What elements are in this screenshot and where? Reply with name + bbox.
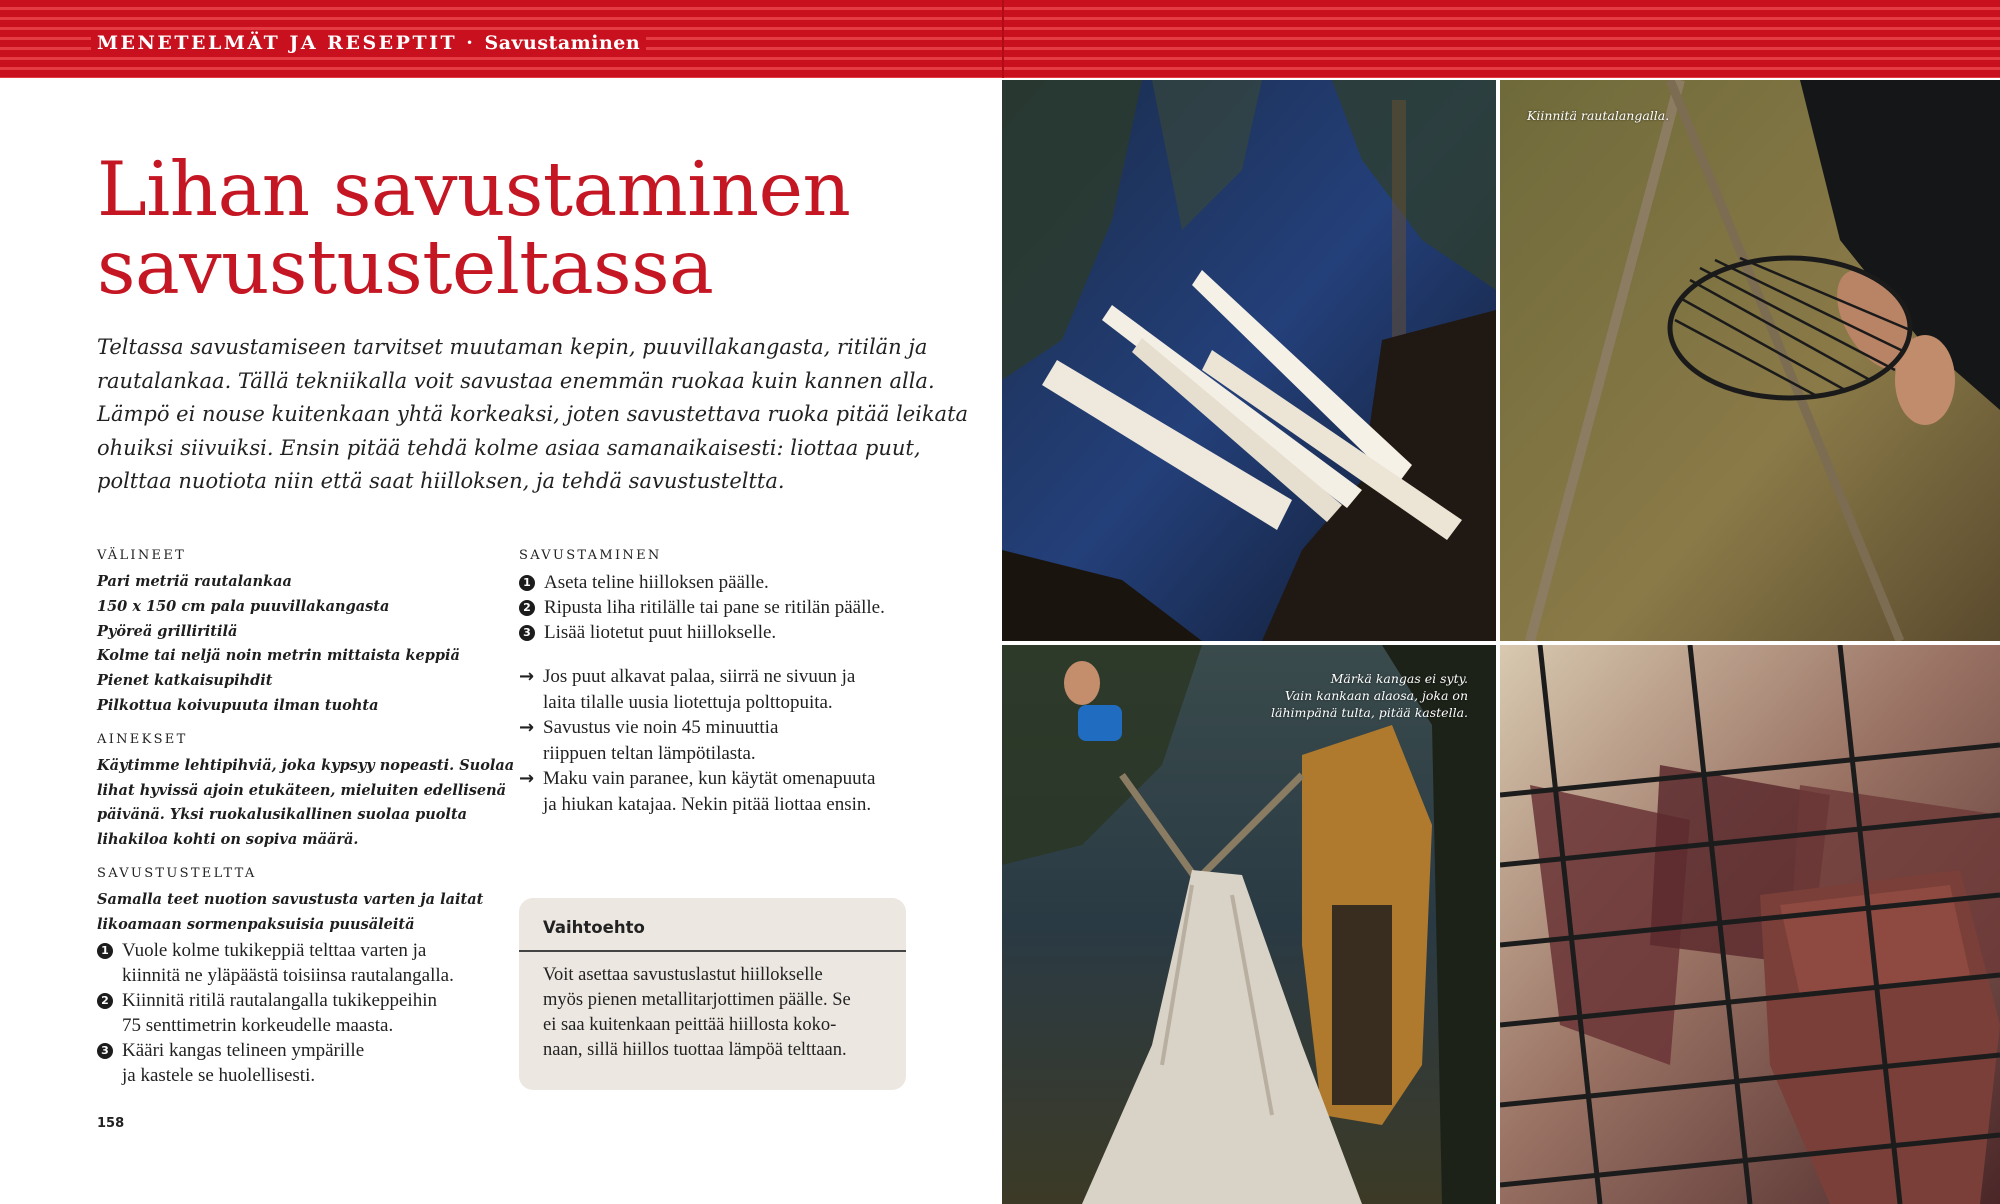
arrow-right-icon: → — [519, 717, 535, 738]
title-line: Lihan savustaminen — [97, 145, 851, 233]
left-column — [97, 548, 515, 1088]
vaihtoehto-line: naan, sillä hiillos tuottaa lämpöä telttaan. — [543, 1040, 847, 1060]
step-number-badge: 1 — [97, 943, 113, 959]
numbered-step — [97, 1038, 497, 1088]
intro-line: Teltassa savustamiseen tarvitset muutaman kepin, puuvillakangasta, ritilän ja — [97, 335, 928, 359]
step-line: Kiinnitä ritilä rautalangalla tukikeppeihin — [122, 989, 437, 1011]
numbered-step — [97, 988, 497, 1038]
ainekset-line: päivänä. Yksi ruokalusikallinen suolaa puolta — [97, 806, 468, 824]
savustaminen-heading: SAVUSTAMINEN — [519, 548, 662, 563]
list-item: Kolme tai neljä noin metrin mittaista keppiä — [97, 647, 460, 665]
numbered-step — [519, 620, 939, 645]
photo-caption — [1250, 670, 1468, 721]
step-line: kiinnitä ne yläpäästä toisiinsa rautalangalla. — [122, 964, 454, 986]
photo-wood-sticks-in-water — [1002, 80, 1496, 641]
tip-line: Maku vain paranee, kun käytät omenapuuta — [543, 768, 876, 789]
savustusteltta-intro-line: likoamaan sormenpaksuisia puusäleitä — [97, 915, 415, 933]
vaihtoehto-box — [519, 898, 906, 1090]
tip-item — [519, 664, 939, 715]
savustusteltta-heading: SAVUSTUSTELTTA — [97, 865, 257, 881]
ainekset-line: lihakiloa kohti on sopiva määrä. — [97, 831, 359, 849]
photo-wetting-cloth — [1002, 645, 1496, 1204]
tip-item — [519, 715, 939, 766]
vaihtoehto-text — [543, 963, 851, 1063]
photo-gutter-horizontal — [1002, 641, 2000, 645]
tip-line: Jos puut alkavat palaa, siirrä ne sivuun ja — [543, 666, 856, 687]
step-line: Ripusta liha ritilälle tai pane se ritilän päälle. — [544, 597, 885, 618]
step-line: Kääri kangas telineen ympärille — [122, 1039, 365, 1061]
vaihtoehto-line: Voit asettaa savustuslastut hiillokselle — [543, 965, 823, 985]
title-line: savustusteltassa — [97, 223, 714, 311]
list-item: Pari metriä rautalankaa — [97, 573, 292, 590]
tip-line: Savustus vie noin 45 minuuttia — [543, 717, 779, 738]
list-item: Pilkottua koivupuuta ilman tuohta — [97, 696, 379, 714]
tip-line: riippuen teltan lämpötilasta. — [543, 742, 756, 764]
list-item: Pienet katkaisupihdit — [97, 672, 273, 690]
ainekset-text — [97, 754, 515, 853]
caption-line: lähimpänä tulta, pitää kastella. — [1271, 705, 1468, 720]
spread-gutter — [1002, 0, 1004, 78]
numbered-step — [97, 938, 497, 988]
intro-line: ohuiksi siivuiksi. Ensin pitää tehdä kolme asiaa samanaikaisesti: liottaa puut, — [97, 435, 921, 460]
caption-line: Vain kankaan alaosa, joka on — [1284, 688, 1468, 703]
step-number-badge: 3 — [519, 625, 535, 641]
list-item: Pyöreä grilliritilä — [97, 622, 238, 640]
page-title — [97, 145, 897, 311]
photo-attaching-grill — [1500, 80, 2000, 641]
intro-line: polttaa nuotiota niin että saat hiilloksen, ja tehdä savustusteltta. — [97, 469, 785, 493]
step-line: Lisää liotetut puut hiillokselle. — [544, 622, 777, 643]
intro-paragraph — [97, 331, 969, 499]
list-item: 150 x 150 cm pala puuvillakangasta — [97, 597, 390, 615]
tip-line: ja hiukan katajaa. Nekin pitää liottaa ensin. — [543, 793, 872, 815]
step-number-badge: 3 — [97, 1043, 113, 1059]
vaihtoehto-line: myös pienen metallitarjottimen päälle. Se — [543, 990, 851, 1010]
arrow-right-icon: → — [519, 666, 535, 687]
vaihtoehto-line: ei saa kuitenkaan peittää hiillosta koko- — [543, 1015, 837, 1035]
page-number: 158 — [97, 1116, 125, 1131]
photo-caption: Kiinnitä rautalangalla. — [1527, 108, 1670, 123]
arrow-right-icon: → — [519, 768, 535, 789]
running-head-section: MENETELMÄT JA RESEPTIT — [97, 32, 458, 54]
photo-meat-on-grill — [1500, 645, 2000, 1204]
tip-line: laita tilalle uusia liotettuja polttopuita. — [543, 691, 833, 713]
running-head-separator: · — [457, 32, 485, 54]
numbered-step — [519, 570, 939, 595]
ainekset-line: Käytimme lehtipihviä, joka kypsyy nopeasti. Suolaa — [97, 756, 515, 774]
step-line: 75 senttimetrin korkeudelle maasta. — [122, 1014, 394, 1036]
right-column — [519, 548, 939, 817]
step-number-badge: 1 — [519, 575, 535, 591]
ainekset-heading: AINEKSET — [97, 731, 188, 747]
numbered-step — [519, 595, 939, 620]
step-line: Aseta teline hiilloksen päälle. — [544, 572, 769, 593]
tip-item — [519, 766, 939, 817]
intro-line: rautalankaa. Tällä tekniikalla voit savustaa enemmän ruokaa kuin kannen alla. — [97, 368, 935, 393]
valineet-list — [97, 570, 497, 719]
step-line: ja kastele se huolellisesti. — [122, 1064, 316, 1086]
vaihtoehto-title: Vaihtoehto — [543, 918, 645, 937]
running-head — [91, 30, 646, 56]
caption-line: Märkä kangas ei syty. — [1330, 671, 1468, 686]
savustusteltta-intro-line: Samalla teet nuotion savustusta varten ja laitat — [97, 890, 484, 908]
valineet-heading: VÄLINEET — [97, 548, 187, 563]
vaihtoehto-divider — [519, 950, 906, 952]
step-line: Vuole kolme tukikeppiä telttaa varten ja — [122, 939, 427, 961]
step-number-badge: 2 — [519, 600, 535, 616]
step-number-badge: 2 — [97, 993, 113, 1009]
ainekset-line: lihat hyvissä ajoin etukäteen, mieluiten edellisenä — [97, 781, 507, 799]
running-head-subsection: Savustaminen — [484, 32, 641, 54]
intro-line: Lämpö ei nouse kuitenkaan yhtä korkeaksi, joten savustettava ruoka pitää leikata — [97, 402, 969, 426]
